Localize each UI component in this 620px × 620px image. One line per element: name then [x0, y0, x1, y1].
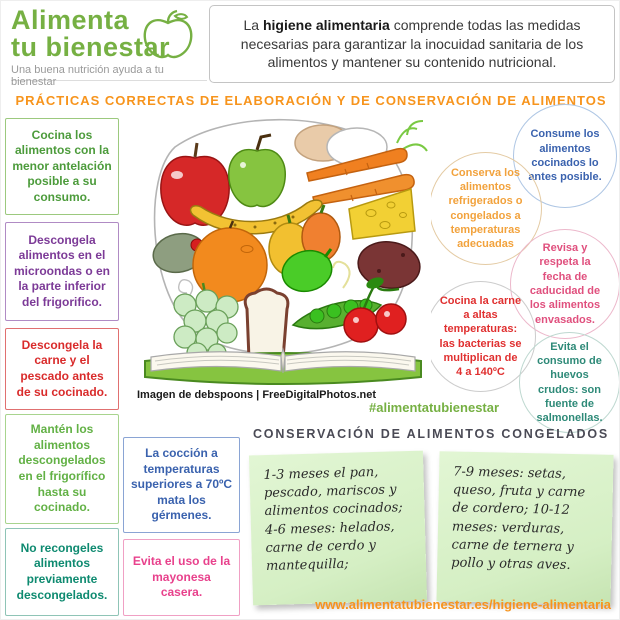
tip-avoid-homemade-mayo: Evita el uso de la mayonesa casera.	[123, 539, 240, 616]
logo-title-line1: Alimenta	[11, 5, 130, 35]
bubble-store-correct-temps: Conserva los alimentos refrigerados o congelados a temperaturas adecuadas	[429, 152, 542, 265]
intro-definition-box	[209, 5, 615, 83]
image-credit-caption: Imagen de debspoons | FreeDigitalPhotos.net	[137, 389, 376, 401]
swirl-yellow	[333, 262, 350, 288]
bubble-cook-meat-high-temp: Cocina la carne a altas temperaturas: las bacterias se multiplican de 4 a 140ºC	[425, 281, 536, 392]
section-heading-frozen: CONSERVACIÓN DE ALIMENTOS CONGELADOS	[252, 427, 610, 441]
intro-text: La higiene alimentaria comprende todas las medidas necesarias para garantizar la inocuidad sanitaria de los alimentos y mantener su contenido nutricional.	[240, 16, 584, 71]
green-apple-icon	[229, 135, 285, 207]
tip-defrost-meat-fish: Descongela la carne y el pescado antes de su cocinado.	[5, 328, 119, 410]
logo-tagline: Una buena nutrición ayuda a tu bienestar	[11, 64, 164, 88]
tip-cook-above-70: La cocción a temperaturas superiores a 70ºC mata los gérmenes.	[123, 437, 240, 533]
tip-defrost-microwave: Descongela alimentos en el microondas o en la parte inferior del frigorifico.	[5, 222, 119, 321]
carrot-tops-icon	[397, 121, 427, 151]
apple-outline-icon	[139, 9, 197, 66]
section-heading-practices: PRÁCTICAS CORRECTAS DE ELABORACIÓN Y DE CONSERVACIÓN DE ALIMENTOS	[15, 93, 607, 108]
sticky-note-1-6-months: 1-3 meses el pan, pescado, mariscos y alimentos cocinados; 4-6 meses: helados, carne de cerdo y mantequilla;	[249, 451, 427, 606]
potato-icon	[355, 238, 423, 292]
logo-title-line2: tu bienestar	[11, 32, 171, 62]
open-book-icon	[145, 349, 421, 384]
bubble-eat-cooked-soon: Consume los alimentos cocinados lo antes posible.	[513, 104, 617, 208]
bread-icon	[245, 289, 288, 363]
food-illustration	[135, 113, 431, 387]
bubble-avoid-raw-eggs: Evita el consumo de huevos crudos: son fuente de salmonellas.	[519, 332, 620, 433]
sticky-note-7-12-months: 7-9 meses: setas, queso, fruta y carne de cordero; 10-12 meses: verduras, carne de ternera y pollo y otras aves.	[436, 451, 613, 605]
bubble-check-expiry-date: Revisa y respeta la fecha de caducidad de los alimentos envasados.	[510, 229, 620, 339]
tip-cook-close-to-consumption: Cocina los alimentos con la menor antelación posible a su consumo.	[5, 118, 119, 215]
hashtag-label: #alimentatubienestar	[369, 400, 500, 415]
logo-block	[11, 5, 207, 88]
tip-no-refreeze: No recongeles alimentos previamente descongelados.	[5, 528, 119, 616]
site-url-link[interactable]: www.alimentatubienestar.es/higiene-alimentaria	[315, 597, 611, 612]
tip-keep-defrosted-in-fridge: Mantén los alimentos descongelados en el frigorífico hasta su cocinado.	[5, 414, 119, 524]
